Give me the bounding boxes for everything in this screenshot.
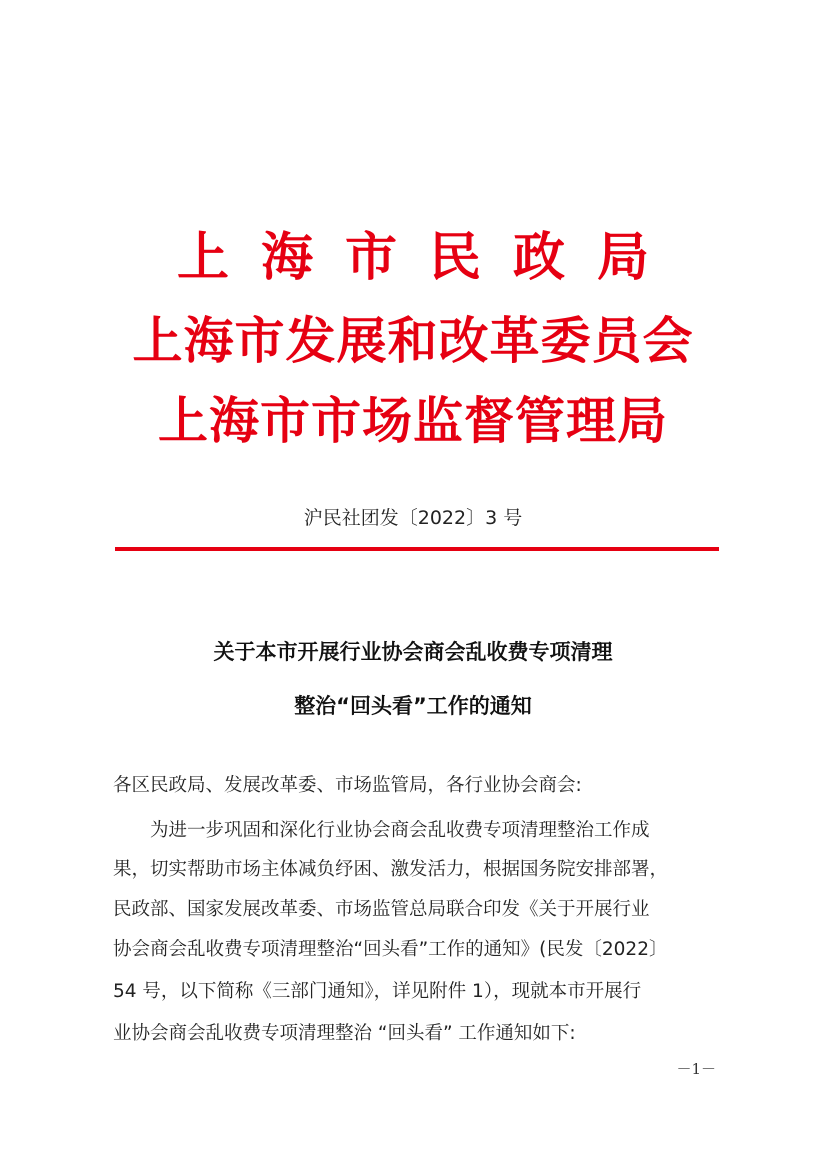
issuing-org-development-reform: 上海市发展和改革委员会 [132,311,694,370]
document-number: 沪民社团发〔2022〕3 号 [303,507,523,529]
issuing-org-civil-affairs: 上海市民政局 [176,227,681,288]
paragraph-line: 协会商会乱收费专项清理整治“回头看”工作的通知》(民发〔2022〕 [113,939,668,960]
paragraph-line: 54 号，以下简称《三部门通知》，详见附件 1），现就本市开展行 [113,981,642,1002]
salutation: 各区民政局、发展改革委、市场监管局，各行业协会商会: [113,775,582,796]
notice-title-line-2: 整治“回头看”工作的通知 [294,694,532,718]
paragraph-line: 业协会商会乱收费专项清理整治 “回头看” 工作通知如下: [113,1023,576,1044]
issuing-org-market-regulation: 上海市市场监督管理局 [158,391,668,450]
paragraph-line: 为进一步巩固和深化行业协会商会乱收费专项清理整治工作成 [150,820,650,841]
notice-title-line-1: 关于本市开展行业协会商会乱收费专项清理 [213,640,613,664]
page-number: －1－ [676,1060,716,1078]
paragraph-line: 果，切实帮助市场主体减负纾困、激发活力，根据国务院安排部署， [113,859,669,880]
paragraph-line: 民政部、国家发展改革委、市场监管总局联合印发《关于开展行业 [113,899,650,920]
red-divider [115,547,719,551]
